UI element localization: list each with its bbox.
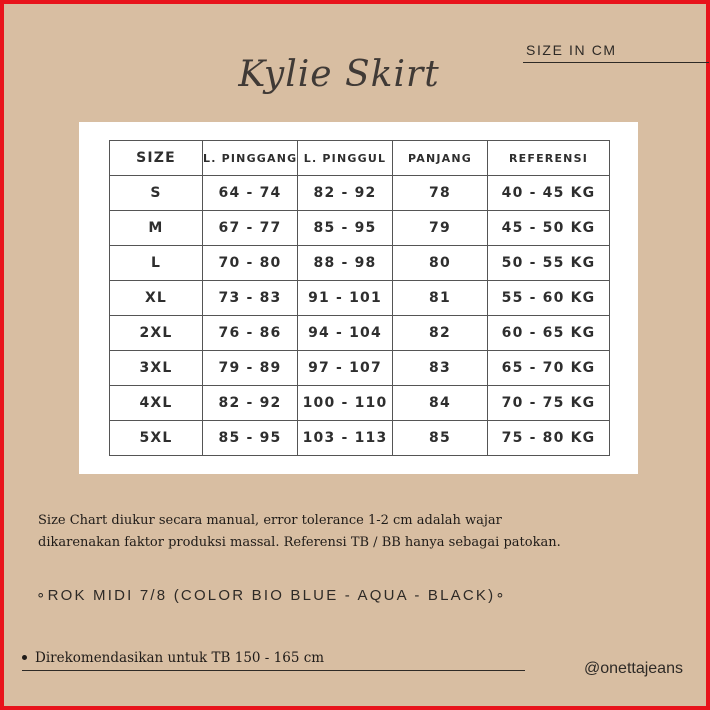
cell-hip: 88 - 98 xyxy=(298,246,393,281)
cell-reference: 55 - 60 KG xyxy=(488,281,610,316)
cell-hip: 94 - 104 xyxy=(298,316,393,351)
cell-hip: 103 - 113 xyxy=(298,421,393,456)
cell-size: L xyxy=(110,246,203,281)
cell-size: 5XL xyxy=(110,421,203,456)
table-row xyxy=(110,281,610,316)
note-line-1: Size Chart diukur secara manual, error tolerance 1-2 cm adalah wajar xyxy=(38,513,502,528)
table-row xyxy=(110,211,610,246)
cell-waist: 79 - 89 xyxy=(203,351,298,386)
table-row xyxy=(110,421,610,456)
cell-size: M xyxy=(110,211,203,246)
table-header-row xyxy=(110,141,610,176)
table-row xyxy=(110,316,610,351)
footer-underline xyxy=(22,670,525,671)
note-line-2: dikarenakan faktor produksi massal. Referensi TB / BB hanya sebagai patokan. xyxy=(38,535,561,550)
table-row xyxy=(110,351,610,386)
cell-waist: 82 - 92 xyxy=(203,386,298,421)
cell-reference: 65 - 70 KG xyxy=(488,351,610,386)
recommendation-text: Direkomendasikan untuk TB 150 - 165 cm xyxy=(35,650,325,666)
cell-reference: 50 - 55 KG xyxy=(488,246,610,281)
cell-length: 80 xyxy=(393,246,488,281)
cell-size: XL xyxy=(110,281,203,316)
size-unit-label: SIZE IN CM xyxy=(526,42,617,58)
cell-reference: 45 - 50 KG xyxy=(488,211,610,246)
cell-waist: 76 - 86 xyxy=(203,316,298,351)
column-header-length: PANJANG xyxy=(393,141,488,176)
cell-hip: 97 - 107 xyxy=(298,351,393,386)
cell-waist: 73 - 83 xyxy=(203,281,298,316)
cell-size: 4XL xyxy=(110,386,203,421)
cell-length: 83 xyxy=(393,351,488,386)
cell-size: S xyxy=(110,176,203,211)
cell-hip: 100 - 110 xyxy=(298,386,393,421)
cell-hip: 85 - 95 xyxy=(298,211,393,246)
cell-length: 84 xyxy=(393,386,488,421)
cell-reference: 60 - 65 KG xyxy=(488,316,610,351)
column-header-waist: L. PINGGANG xyxy=(203,141,298,176)
social-handle: @onettajeans xyxy=(584,660,683,677)
bullet-icon xyxy=(22,655,27,660)
table-panel xyxy=(79,122,638,474)
cell-reference: 75 - 80 KG xyxy=(488,421,610,456)
recommendation-item xyxy=(22,650,324,666)
cell-hip: 91 - 101 xyxy=(298,281,393,316)
cell-length: 85 xyxy=(393,421,488,456)
size-table xyxy=(109,140,610,456)
size-note xyxy=(38,510,618,554)
column-header-hip: L. PINGGUL xyxy=(298,141,393,176)
cell-length: 82 xyxy=(393,316,488,351)
cell-waist: 70 - 80 xyxy=(203,246,298,281)
cell-length: 79 xyxy=(393,211,488,246)
table-row xyxy=(110,246,610,281)
cell-waist: 67 - 77 xyxy=(203,211,298,246)
cell-reference: 70 - 75 KG xyxy=(488,386,610,421)
cell-length: 81 xyxy=(393,281,488,316)
table-row xyxy=(110,386,610,421)
column-header-size: SIZE xyxy=(110,141,203,176)
cell-length: 78 xyxy=(393,176,488,211)
cell-size: 3XL xyxy=(110,351,203,386)
cell-waist: 64 - 74 xyxy=(203,176,298,211)
product-title: Kylie Skirt xyxy=(238,54,440,95)
cell-reference: 40 - 45 KG xyxy=(488,176,610,211)
column-header-reference: REFERENSI xyxy=(488,141,610,176)
cell-hip: 82 - 92 xyxy=(298,176,393,211)
cell-waist: 85 - 95 xyxy=(203,421,298,456)
cell-size: 2XL xyxy=(110,316,203,351)
table-row xyxy=(110,176,610,211)
product-description: ∘ROK MIDI 7/8 (COLOR BIO BLUE - AQUA - BLACK)∘ xyxy=(36,587,507,604)
